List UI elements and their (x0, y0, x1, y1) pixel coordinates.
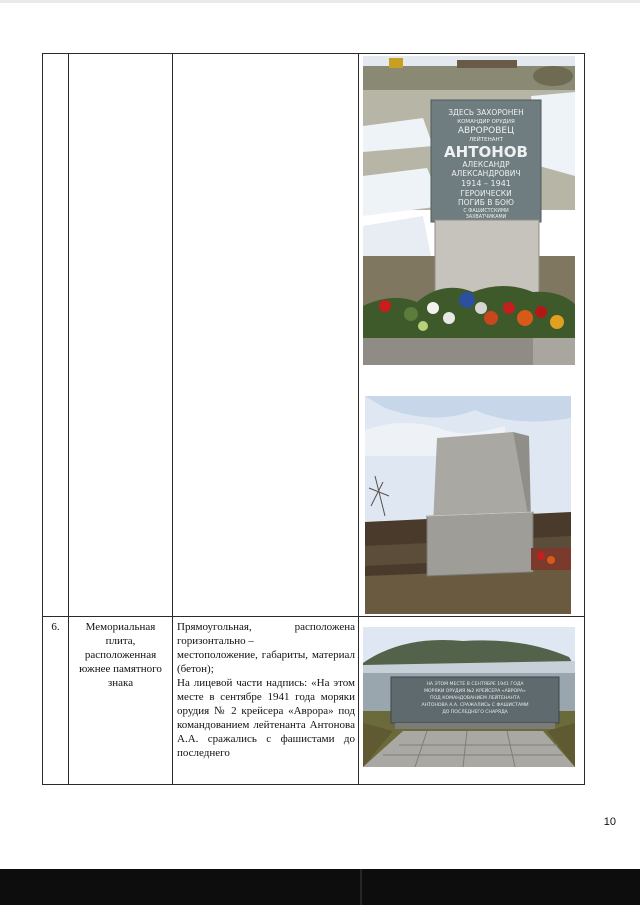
scan-gap (360, 869, 362, 905)
photo-cell (359, 617, 585, 785)
plaque-line-8: 1914 – 1941 (461, 179, 511, 188)
row-number: 6. (43, 617, 69, 785)
table-row (43, 54, 585, 617)
description-line-2: местоположение, габариты, материал (бетон); (177, 649, 355, 675)
memorial-stone-photo (365, 396, 571, 614)
plaque-line-7: АЛЕКСАНДРОВИЧ (451, 169, 521, 178)
scan-bottom-edge (0, 869, 640, 905)
plaque-line-10: ПОГИБ В БОЮ (458, 198, 514, 207)
description-cell (173, 54, 359, 617)
object-name-cell (69, 54, 173, 617)
slab-line-1: НА ЭТОМ МЕСТЕ В СЕНТЯБРЕ 1941 ГОДА (426, 682, 524, 687)
table-row (43, 617, 585, 785)
plaque-line-9: ГЕРОИЧЕСКИ (460, 189, 512, 198)
description-line-1: Прямоугольная, расположена горизонтально – (177, 621, 355, 647)
slab-line-2: МОРЯКИ ОРУДИЯ №2 КРЕЙСЕРА «АВРОРА» (424, 689, 526, 694)
page-top-edge (0, 0, 640, 3)
plaque-line-11: С ФАШИСТСКИМИ (463, 209, 509, 214)
plaque-line-1: ЗДЕСЬ ЗАХОРОНЕН (448, 108, 524, 117)
page-number: 10 (603, 816, 616, 828)
slab-line-4: АНТОНОВА А.А. СРАЖАЛИСЬ С ФАШИСТАМИ (421, 703, 529, 708)
plaque-line-6: АЛЕКСАНДР (462, 160, 510, 169)
number-cell (43, 54, 69, 617)
plaque-line-3: АВРОРОВЕЦ (457, 126, 515, 136)
slab-line-3: ПОД КОМАНДОВАНИЕМ ЛЕЙТЕНАНТА (430, 696, 520, 701)
plaque-line-4: ЛЕЙТЕНАНТ (469, 137, 503, 143)
object-name: Мемориальная плита, расположенная южнее памятного знака (69, 617, 173, 785)
description-line-3: На лицевой части надпись: «На этом месте в сентябре 1941 года моряки орудия № 2 крейсера «Аврора» под командованием лейтенанта Антонова А.А. сражались с фашистами до последнего (177, 677, 355, 759)
monument-grave-photo (363, 56, 575, 365)
plaque-line-5: АНТОНОВ (444, 143, 528, 161)
slab-line-5: ДО ПОСЛЕДНЕГО СНАРЯДА (442, 710, 508, 715)
plaque-line-2: КОМАНДИР ОРУДИЯ (457, 119, 515, 125)
object-description (173, 617, 359, 785)
memorial-slab-photo (363, 627, 575, 767)
photo-cell (359, 54, 585, 617)
plaque-line-12: ЗАХВАТЧИКАМИ (465, 215, 507, 220)
monuments-table (42, 53, 585, 785)
